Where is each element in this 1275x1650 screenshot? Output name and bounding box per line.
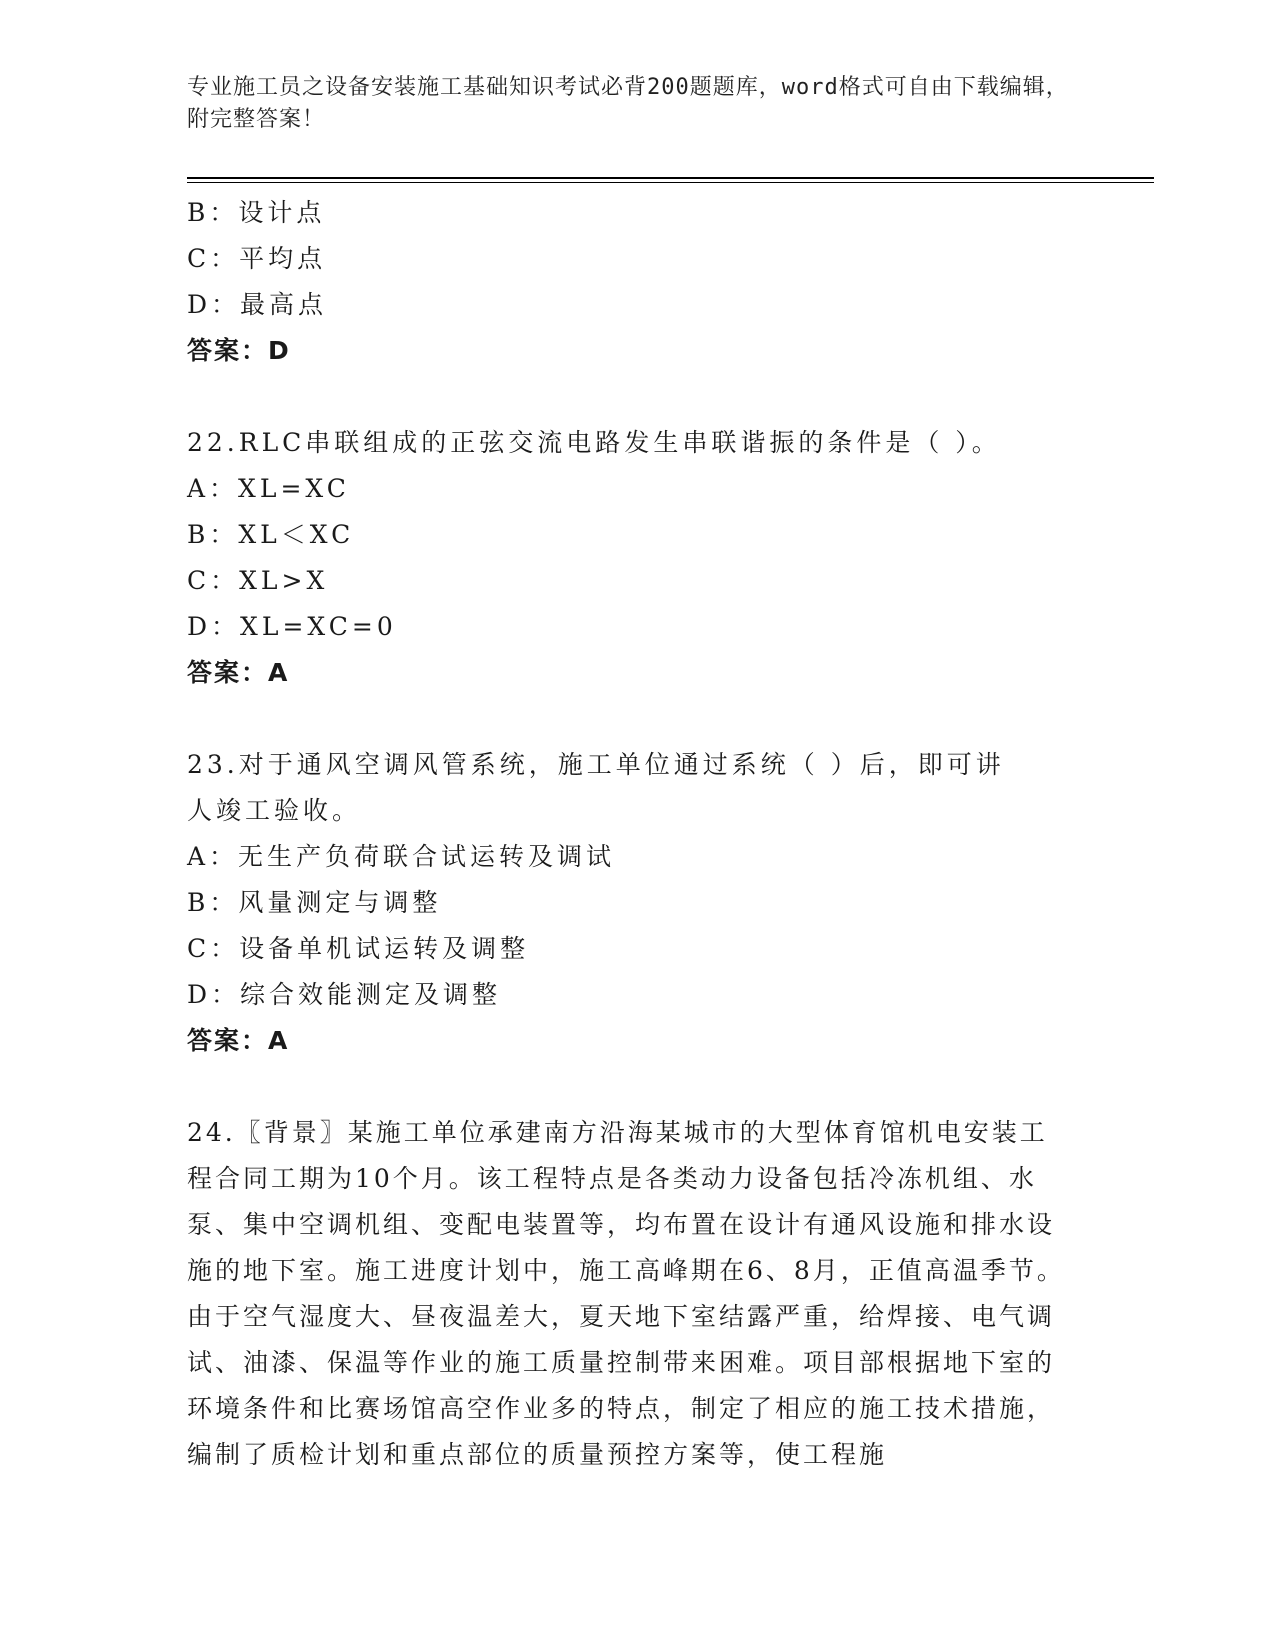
answer-label: 答案：A xyxy=(187,1026,290,1055)
spacer xyxy=(187,1064,1077,1110)
document-header-title: 专业施工员之设备安装施工基础知识考试必背200题题库，word格式可自由下载编辑，附完整答案！ xyxy=(187,75,1069,132)
option-b: B：XL＜XC xyxy=(187,520,355,549)
spacer xyxy=(187,696,1077,742)
option-c: C：平均点 xyxy=(187,244,327,273)
question-22 xyxy=(187,420,1077,696)
option-d: D：综合效能测定及调整 xyxy=(187,980,502,1009)
spacer xyxy=(187,374,1077,420)
question-24 xyxy=(187,1110,1077,1478)
option-b: B：设计点 xyxy=(187,198,326,227)
header-divider-thin xyxy=(187,182,1154,183)
option-c: C：设备单机试运转及调整 xyxy=(187,934,530,963)
answer-label: 答案：A xyxy=(187,658,290,687)
question-stem: 22.RLC串联组成的正弦交流电路发生串联谐振的条件是（ ）。 xyxy=(187,428,1001,457)
question-stem: 23.对于通风空调风管系统，施工单位通过系统（ ）后，即可讲人竣工验收。 xyxy=(187,750,1005,825)
option-a: A：无生产负荷联合试运转及调试 xyxy=(187,842,616,871)
question-23 xyxy=(187,742,1077,1064)
option-a: A：XL=XC xyxy=(187,474,350,503)
header-divider-thick xyxy=(187,177,1154,179)
option-b: B：风量测定与调整 xyxy=(187,888,442,917)
document-body xyxy=(187,190,1077,1478)
option-d: D：XL=XC=0 xyxy=(187,612,397,641)
question-21-tail xyxy=(187,190,1077,374)
question-stem: 24.〖背景〗某施工单位承建南方沿海某城市的大型体育馆机电安装工程合同工期为10个月。该工程特点是各类动力设备包括冷冻机组、水泵、集中空调机组、变配电装置等，均布置在设计有通风设施和排水设施的地下室。施工进度计划中，施工高峰期在6、8月，正值高温季节。由于空气湿度大、昼夜温差大，夏天地下室结露严重，给焊接、电气调试、油漆、保温等作业的施工质量控制带来困难。项目部根据地下室的环境条件和比赛场馆高空作业多的特点，制定了相应的施工技术措施，编制了质检计划和重点部位的质量预控方案等，使工程施 xyxy=(187,1118,1065,1469)
option-c: C：XL>X xyxy=(187,566,329,595)
option-d: D：最高点 xyxy=(187,290,328,319)
answer-label: 答案：D xyxy=(187,336,291,365)
